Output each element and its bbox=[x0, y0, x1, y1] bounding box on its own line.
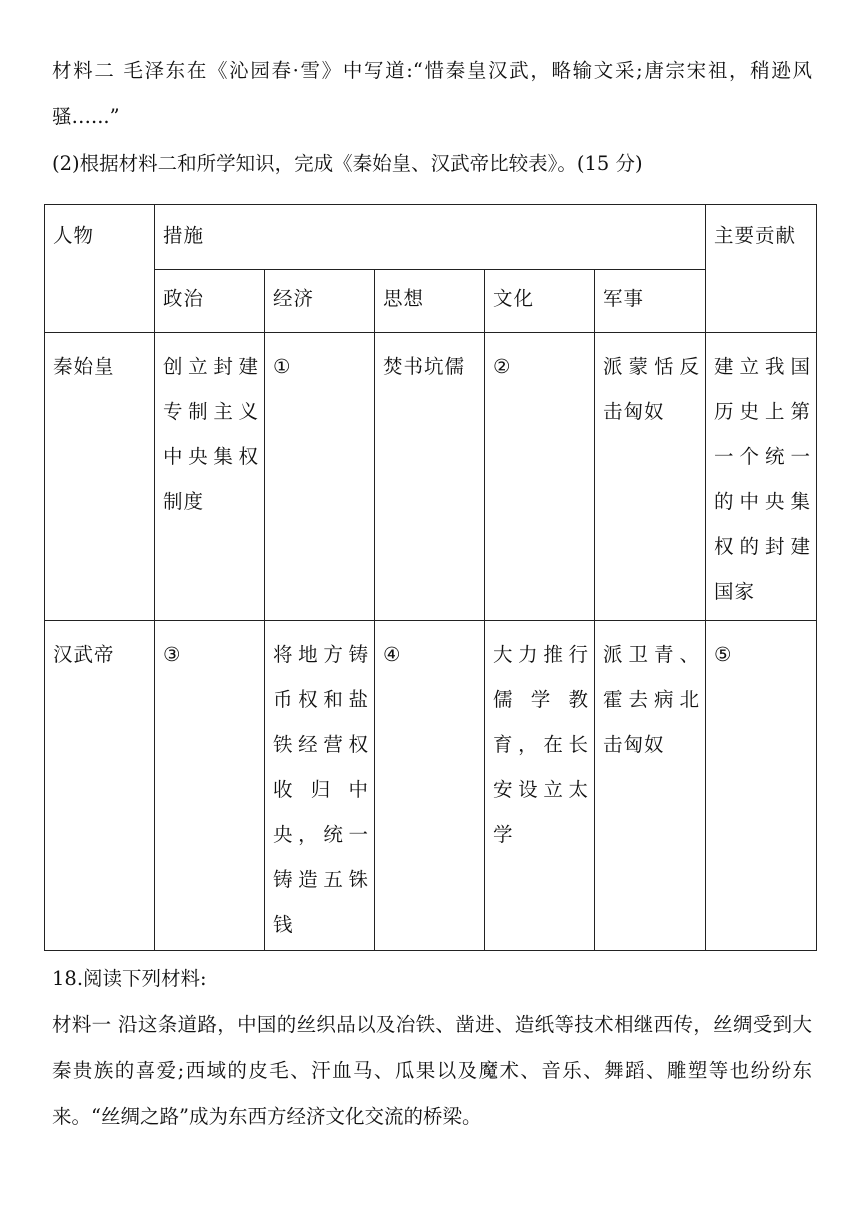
question-18-title: 18.阅读下列材料: bbox=[52, 967, 207, 990]
material-1-text: 材料一 沿这条道路，中国的丝织品以及冶铁、凿进、造纸等技术相继西传，丝绸受到大秦贵族的喜爱;西域的皮毛、汗血马、瓜果以及魔术、音乐、舞蹈、雕塑等也纷纷东来。“丝绸之路”成为东西方经济文化交流的桥梁。 bbox=[52, 1013, 812, 1128]
cell-person: 秦始皇 bbox=[45, 333, 155, 621]
cell-economy: ① bbox=[265, 333, 375, 621]
header-measures: 措施 bbox=[155, 205, 706, 270]
table-subheader-row bbox=[45, 270, 817, 333]
header-politics: 政治 bbox=[155, 270, 265, 333]
table-row bbox=[45, 333, 817, 621]
table-row bbox=[45, 621, 817, 951]
cell-military: 派蒙恬反击匈奴 bbox=[595, 333, 706, 621]
header-economy: 经济 bbox=[265, 270, 375, 333]
cell-military: 派卫青、霍去病北击匈奴 bbox=[595, 621, 706, 951]
header-thought: 思想 bbox=[375, 270, 485, 333]
cell-politics: 创立封建专制主义中央集权制度 bbox=[155, 333, 265, 621]
cell-contribution: ⑤ bbox=[706, 621, 817, 951]
cell-person: 汉武帝 bbox=[45, 621, 155, 951]
cell-contribution: 建立我国历史上第一个统一的中央集权的封建国家 bbox=[706, 333, 817, 621]
header-military: 军事 bbox=[595, 270, 706, 333]
cell-thought: 焚书坑儒 bbox=[375, 333, 485, 621]
cell-politics: ③ bbox=[155, 621, 265, 951]
cell-culture: 大力推行儒学教育，在长安设立太学 bbox=[485, 621, 595, 951]
question-2-prompt: (2)根据材料二和所学知识，完成《秦始皇、汉武帝比较表》。(15 分) bbox=[52, 152, 643, 175]
cell-thought: ④ bbox=[375, 621, 485, 951]
cell-culture: ② bbox=[485, 333, 595, 621]
comparison-table bbox=[44, 204, 817, 951]
cell-economy: 将地方铸币权和盐铁经营权收归中央，统一铸造五铢钱 bbox=[265, 621, 375, 951]
header-culture: 文化 bbox=[485, 270, 595, 333]
header-contribution: 主要贡献 bbox=[706, 205, 817, 333]
header-person: 人物 bbox=[45, 205, 155, 333]
table-header-row bbox=[45, 205, 817, 270]
material-2-text: 材料二 毛泽东在《沁园春·雪》中写道:“惜秦皇汉武，略输文采;唐宗宋祖，稍逊风骚…...” bbox=[52, 59, 812, 128]
